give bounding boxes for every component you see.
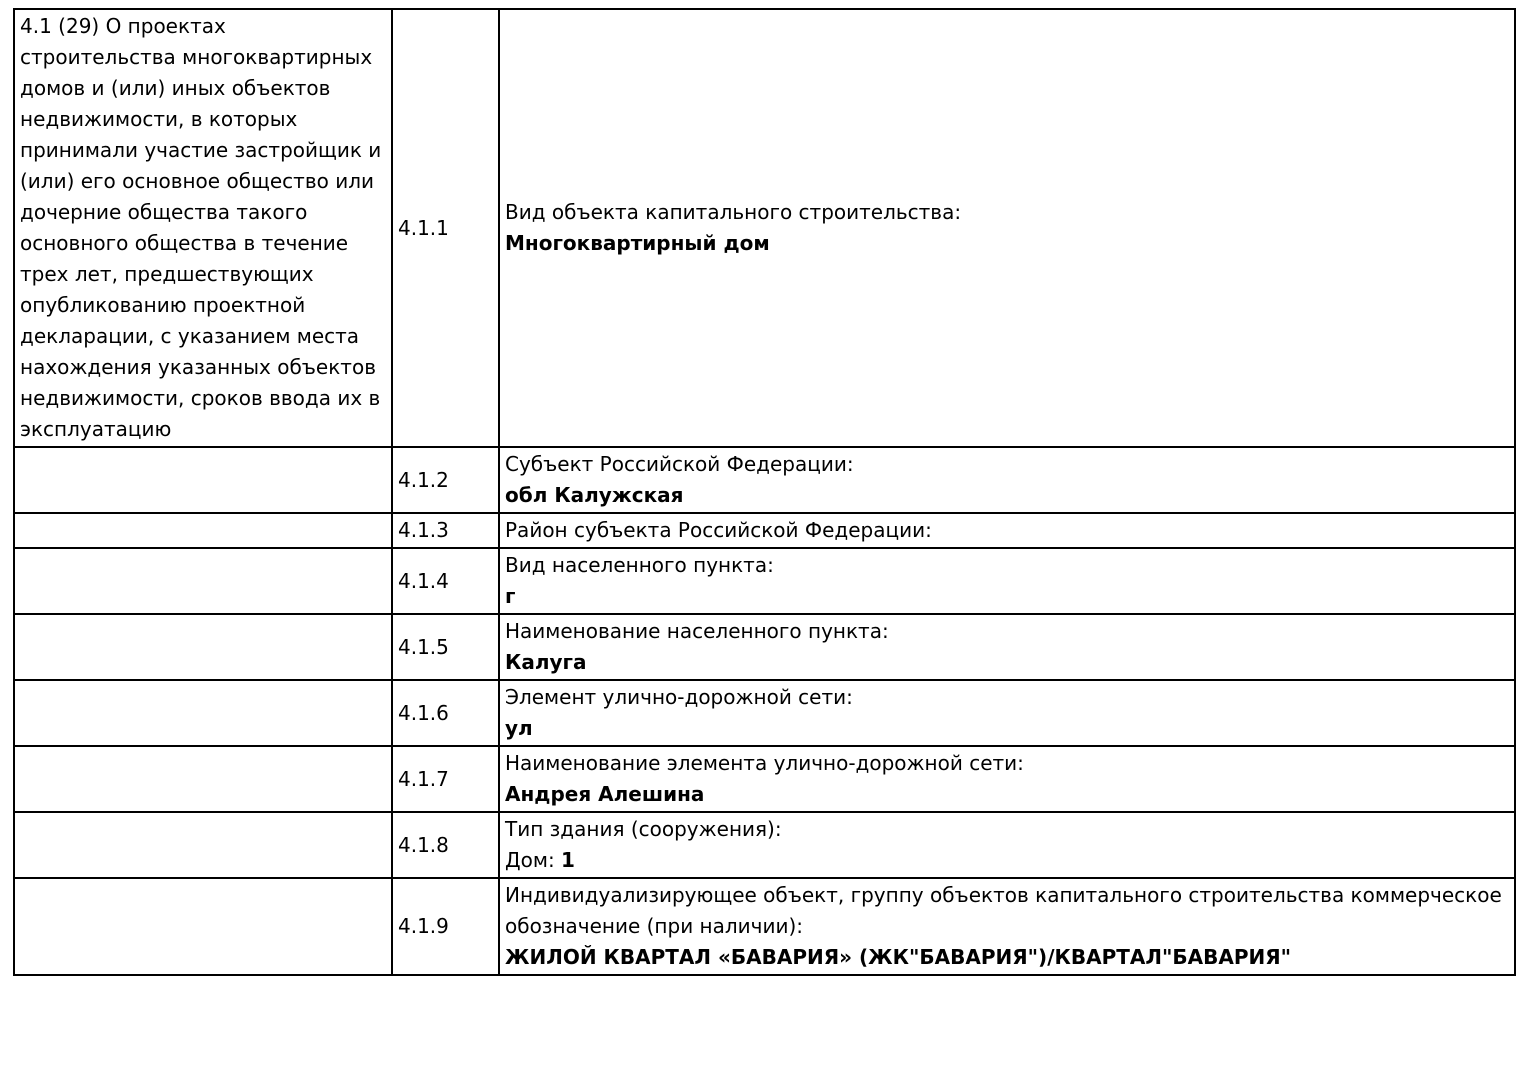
- section-description-empty-cell: [14, 680, 392, 746]
- row-number: 4.1.8: [392, 812, 499, 878]
- field-value-prefix: Дом:: [505, 848, 562, 872]
- field-value: [505, 713, 1509, 744]
- field-label: Наименование населенного пункта:: [505, 619, 889, 643]
- field-value-text: Калуга: [505, 650, 587, 674]
- section-description-empty-cell: [14, 878, 392, 975]
- table-row: [14, 9, 1515, 447]
- table-row: [14, 746, 1515, 812]
- field-value: [505, 845, 1509, 876]
- table-row: [14, 680, 1515, 746]
- row-content-cell: [499, 746, 1515, 812]
- field-value: [505, 581, 1509, 612]
- field-value: [505, 480, 1509, 511]
- field-value-text: ЖИЛОЙ КВАРТАЛ «БАВАРИЯ» (ЖК"БАВАРИЯ")/КВАРТАЛ"БАВАРИЯ": [505, 945, 1292, 969]
- field-value-text: обл Калужская: [505, 483, 684, 507]
- row-content-cell: [499, 614, 1515, 680]
- row-content-cell: [499, 447, 1515, 513]
- section-description-empty-cell: [14, 746, 392, 812]
- row-content-cell: [499, 878, 1515, 975]
- row-number: 4.1.3: [392, 513, 499, 548]
- field-label: Элемент улично-дорожной сети:: [505, 685, 853, 709]
- row-number: 4.1.6: [392, 680, 499, 746]
- section-description-empty-cell: [14, 447, 392, 513]
- section-description-empty-cell: [14, 548, 392, 614]
- field-label: Район субъекта Российской Федерации:: [505, 518, 932, 542]
- field-value-text: 1: [561, 848, 575, 872]
- field-value-text: Андрея Алешина: [505, 782, 705, 806]
- field-value: [505, 647, 1509, 678]
- field-value: [505, 779, 1509, 810]
- row-content-cell: [499, 548, 1515, 614]
- row-content-cell: [499, 812, 1515, 878]
- row-content-cell: [499, 513, 1515, 548]
- table-row: [14, 878, 1515, 975]
- section-description-empty-cell: [14, 614, 392, 680]
- field-value: [505, 942, 1509, 973]
- row-content-cell: [499, 9, 1515, 447]
- project-declaration-table: [13, 8, 1516, 976]
- field-value-text: ул: [505, 716, 533, 740]
- table-row: [14, 513, 1515, 548]
- row-number: 4.1.9: [392, 878, 499, 975]
- row-number: 4.1.2: [392, 447, 499, 513]
- table-row: [14, 447, 1515, 513]
- row-number: 4.1.7: [392, 746, 499, 812]
- table-row: [14, 548, 1515, 614]
- field-label: Индивидуализирующее объект, группу объектов капитального строительства коммерческое обозначение (при наличии):: [505, 883, 1502, 938]
- section-description-empty-cell: [14, 513, 392, 548]
- row-number: 4.1.1: [392, 9, 499, 447]
- section-description-empty-cell: [14, 812, 392, 878]
- field-value-text: г: [505, 584, 516, 608]
- table-row: [14, 614, 1515, 680]
- row-number: 4.1.5: [392, 614, 499, 680]
- row-content-cell: [499, 680, 1515, 746]
- field-label: Субъект Российской Федерации:: [505, 452, 854, 476]
- field-label: Наименование элемента улично-дорожной сети:: [505, 751, 1024, 775]
- table-body: [14, 9, 1515, 975]
- field-value: [505, 228, 1509, 259]
- section-description-cell: 4.1 (29) О проектах строительства многоквартирных домов и (или) иных объектов недвижимости, в которых принимали участие застройщик и (или) его основное общество или дочерние общества такого основного общества в течение трех лет, предшествующих опубликованию проектной декларации, с указанием места нахождения указанных объектов недвижимости, сроков ввода их в эксплуатацию: [14, 9, 392, 447]
- row-number: 4.1.4: [392, 548, 499, 614]
- field-label: Тип здания (сооружения):: [505, 817, 782, 841]
- table-row: [14, 812, 1515, 878]
- field-label: Вид населенного пункта:: [505, 553, 774, 577]
- field-value-text: Многоквартирный дом: [505, 231, 770, 255]
- field-label: Вид объекта капитального строительства:: [505, 200, 962, 224]
